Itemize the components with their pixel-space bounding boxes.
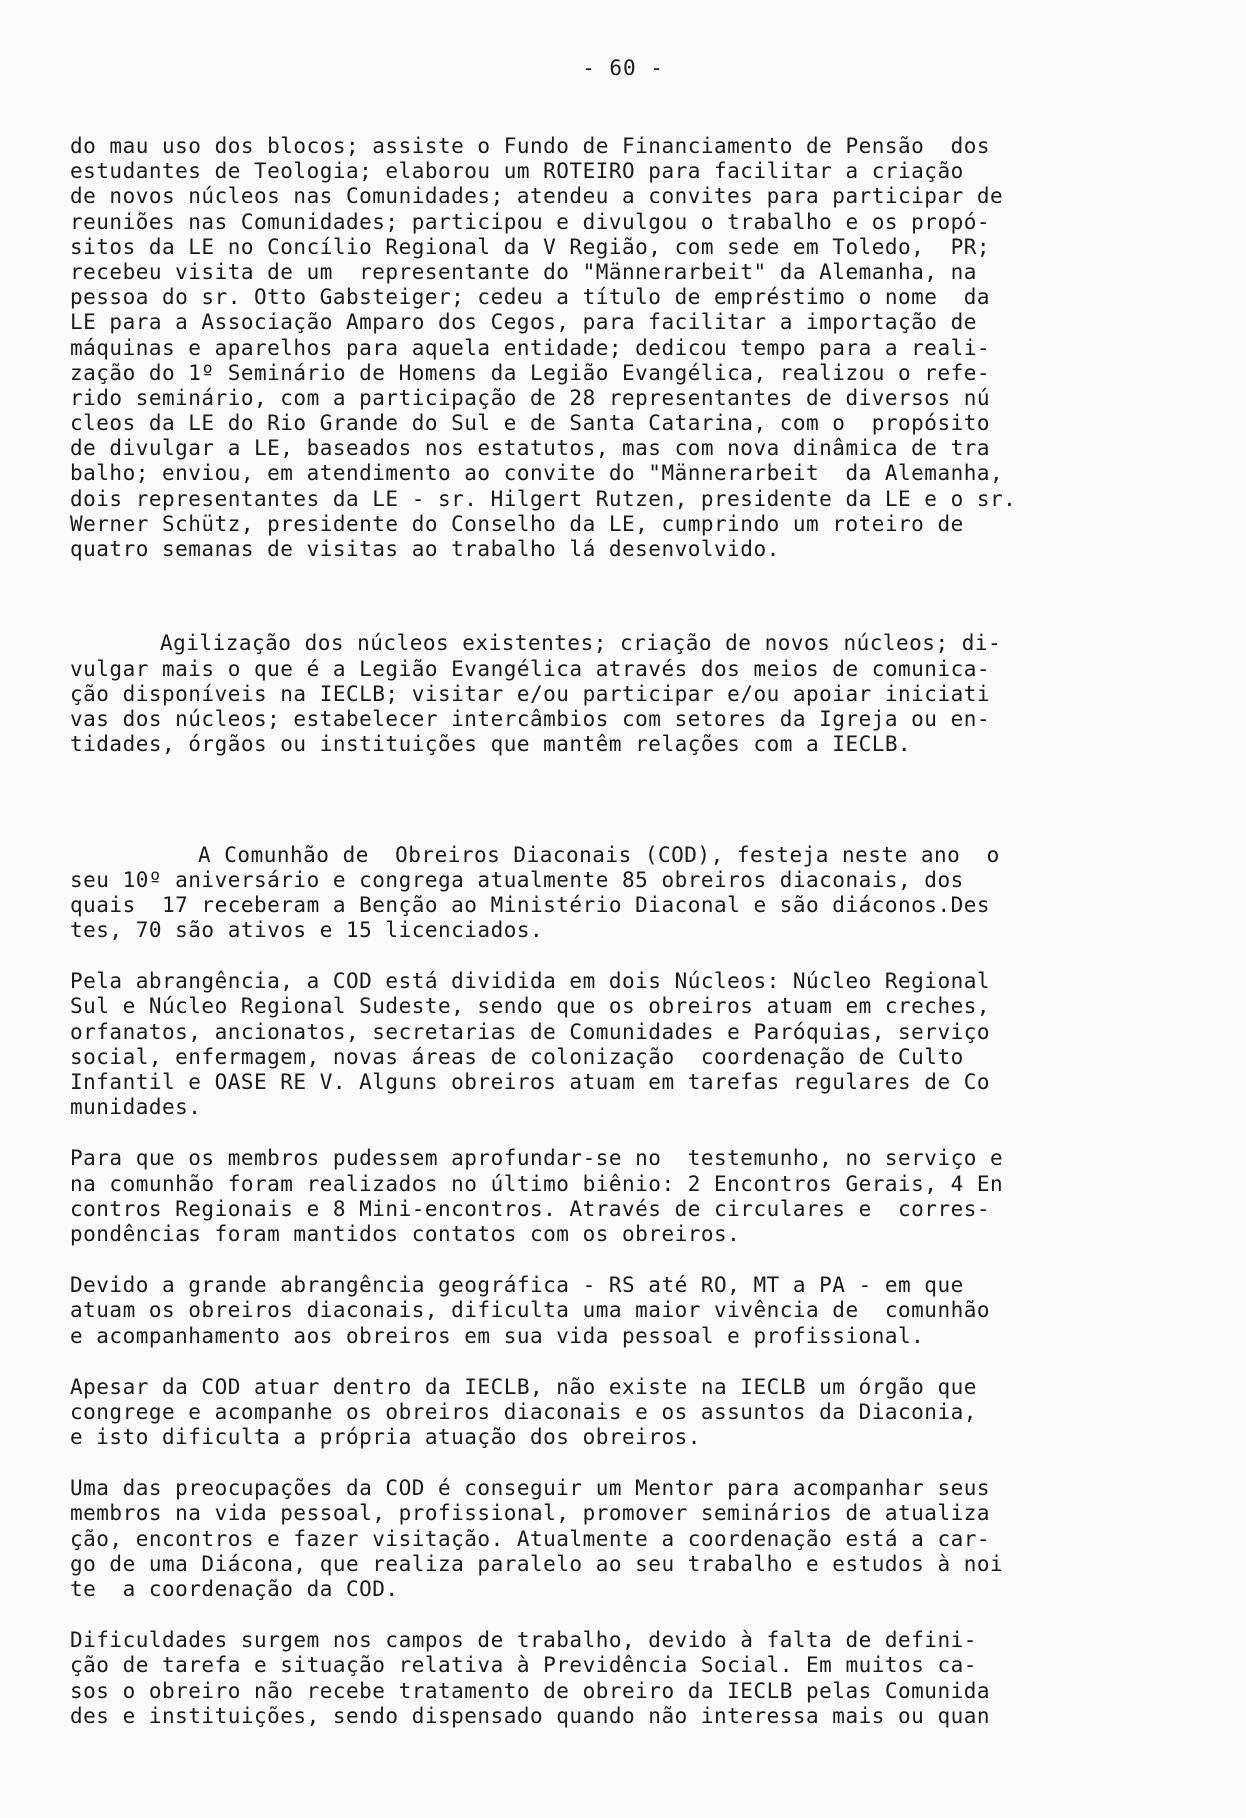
text-line: pessoa do sr. Otto Gabsteiger; cedeu a título de empréstimo o nome da <box>70 285 991 310</box>
paragraph-dificuldades <box>70 1628 1160 1729</box>
metas-heading <box>70 596 1160 621</box>
page-number: - 60 - <box>582 56 664 80</box>
section-heading <box>70 791 1160 816</box>
text-line: Para que os membros pudessem aprofundar-se no testemunho, no serviço e <box>70 1146 1004 1171</box>
text-line: seu 10º aniversário e congrega atualmente 85 obreiros diaconais, dos <box>70 867 964 892</box>
text-line: Uma das preocupações da COD é conseguir um Mentor para acompanhar seus <box>70 1476 991 1501</box>
text-line: social, enfermagem, novas áreas de colonização coordenação de Culto <box>70 1044 964 1069</box>
text-line: de divulgar a LE, baseados nos estatutos, mas com nova dinâmica de tra <box>70 436 991 461</box>
text-line: Infantil e OASE RE V. Alguns obreiros atuam em tarefas regulares de Co <box>70 1070 991 1094</box>
text-line: sos o obreiro não recebe tratamento de obreiro da IECLB pelas Comunida <box>70 1678 991 1703</box>
text-line: reuniões nas Comunidades; participou e divulgou o trabalho e os propó- <box>70 209 991 234</box>
text-line: tidades, órgãos ou instituições que mantêm relações com a IECLB. <box>70 732 912 757</box>
text-line: te a coordenação da COD. <box>70 1577 399 1601</box>
metas-paragraph <box>70 631 1160 757</box>
text-line: ção disponíveis na IECLB; visitar e/ou participar e/ou apoiar iniciati <box>70 681 991 706</box>
paragraph-abrangencia <box>70 969 1160 1120</box>
text-line: máquinas e aparelhos para aquela entidade; dedicou tempo para a reali- <box>70 335 991 360</box>
text-line: do mau uso dos blocos; assiste o Fundo de Financiamento de Pensão dos <box>70 134 991 158</box>
text-line: go de uma Diácona, que realiza paralelo ao seu trabalho e estudos à noi <box>70 1551 1004 1576</box>
paragraph-mentor <box>70 1476 1160 1602</box>
text-line: pondências foram mantidos contatos com os obreiros. <box>70 1221 741 1246</box>
text-line: e isto dificulta a própria atuação dos obreiros. <box>70 1425 701 1450</box>
text-line: membros na vida pessoal, profissional, promover seminários de atualiza <box>70 1501 991 1526</box>
text-line: quais 17 receberam a Benção ao Ministério Diaconal e são diáconos.Des <box>70 892 991 917</box>
text-line: Werner Schütz, presidente do Conselho da LE, cumprindo um roteiro de <box>70 511 964 536</box>
text-line: na comunhão foram realizados no último biênio: 2 Encontros Gerais, 4 En <box>70 1171 1004 1196</box>
paragraph-cod-intro <box>70 843 1160 944</box>
text-line: balho; enviou, em atendimento ao convite do "Männerarbeit da Alemanha, <box>70 461 1004 486</box>
text-line: quatro semanas de visitas ao trabalho lá desenvolvido. <box>70 537 780 561</box>
text-line: rido seminário, com a participação de 28 representantes de diversos nú <box>70 385 991 410</box>
text-line: ção de tarefa e situação relativa à Previdência Social. Em muitos ca- <box>70 1653 977 1678</box>
text-line: contros Regionais e 8 Mini-encontros. Através de circulares e corres- <box>70 1196 991 1221</box>
text-line: A Comunhão de Obreiros Diaconais (COD), festeja neste ano o <box>198 842 1000 867</box>
text-line: Sul e Núcleo Regional Sudeste, sendo que os obreiros atuam em creches, <box>70 994 991 1019</box>
text-line: tes, 70 são ativos e 15 licenciados. <box>70 918 544 943</box>
text-line: Pela abrangência, a COD está dividida em dois Núcleos: Núcleo Regional <box>70 969 991 994</box>
text-line: LE para a Associação Amparo dos Cegos, para facilitar a importação de <box>70 310 977 335</box>
text-line: cleos da LE do Rio Grande do Sul e de Santa Catarina, com o propósito <box>70 411 991 436</box>
text-line: sitos da LE no Concílio Regional da V Região, com sede em Toledo, PR; <box>70 234 991 259</box>
text-line: atuam os obreiros diaconais, dificulta uma maior vivência de comunhão <box>70 1298 991 1323</box>
text-line: orfanatos, ancionatos, secretarias de Comunidades e Paróquias, serviço <box>70 1019 991 1044</box>
intro-paragraph <box>70 134 1160 562</box>
paragraph-encontros <box>70 1146 1160 1247</box>
text-line: e acompanhamento aos obreiros em sua vida pessoal e profissional. <box>70 1323 925 1348</box>
text-line: dois representantes da LE - sr. Hilgert Rutzen, presidente da LE e o sr. <box>70 486 1017 511</box>
text-line: Agilização dos núcleos existentes; criação de novos núcleos; di- <box>160 631 1002 656</box>
text-line: Apesar da COD atuar dentro da IECLB, não existe na IECLB um órgão que <box>70 1374 977 1399</box>
text-line: estudantes de Teologia; elaborou um ROTEIRO para facilitar a criação <box>70 159 964 184</box>
paragraph-orgao <box>70 1375 1160 1451</box>
text-line: Devido a grande abrangência geográfica - RS até RO, MT a PA - em que <box>70 1273 964 1298</box>
text-line: munidades. <box>70 1095 202 1120</box>
text-line: Dificuldades surgem nos campos de trabalho, devido à falta de defini- <box>70 1628 977 1653</box>
text-line: recebeu visita de um representante do "Männerarbeit" da Alemanha, na <box>70 259 977 284</box>
text-line: ção, encontros e fazer visitação. Atualmente a coordenação está a car- <box>70 1526 991 1551</box>
text-line: congrege e acompanhe os obreiros diaconais e os assuntos da Diaconia, <box>70 1399 977 1424</box>
document-body <box>70 134 1160 1729</box>
paragraph-geografia <box>70 1273 1160 1349</box>
text-line: vulgar mais o que é a Legião Evangélica através dos meios de comunica- <box>70 656 991 681</box>
text-line: des e instituições, sendo dispensado quando não interessa mais ou quan <box>70 1703 991 1728</box>
text-line: zação do 1º Seminário de Homens da Legião Evangélica, realizou o refe- <box>70 360 991 385</box>
text-line: de novos núcleos nas Comunidades; atendeu a convites para participar de <box>70 184 1004 209</box>
text-line: vas dos núcleos; estabelecer intercâmbios com setores da Igreja ou en- <box>70 706 991 731</box>
